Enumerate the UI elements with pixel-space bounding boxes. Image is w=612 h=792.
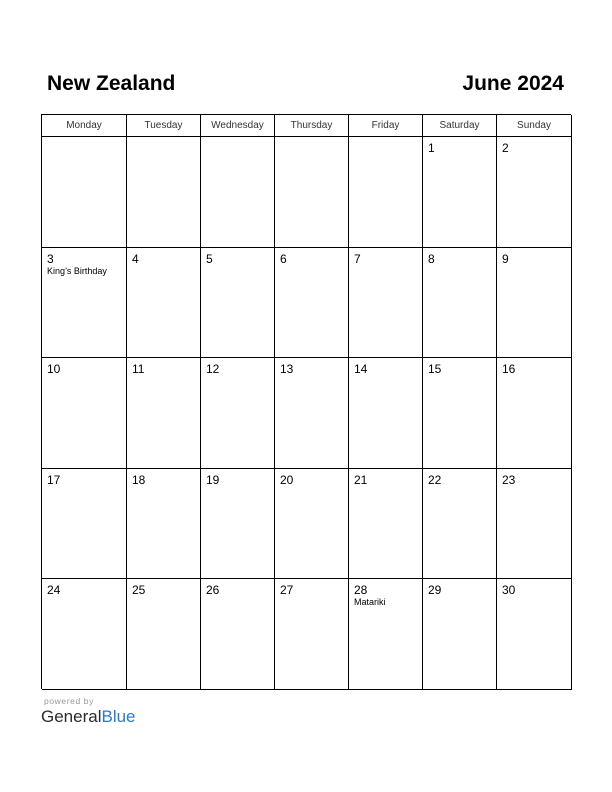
day-number: 29 [428,583,442,597]
weekday-header: Saturday [423,115,497,137]
day-number: 30 [502,583,516,597]
page-title-country: New Zealand [47,72,176,95]
day-cell [127,358,201,469]
day-number: 10 [47,362,61,376]
day-cell [275,579,349,690]
day-number: 19 [206,473,220,487]
day-cell [42,579,127,690]
day-cell [349,248,423,358]
brand-name-blue: Blue [101,707,136,726]
day-number: 7 [354,252,361,266]
day-cell [497,358,572,469]
day-cell [497,469,572,579]
day-cell [349,579,423,690]
day-cell [349,469,423,579]
day-number: 20 [280,473,294,487]
day-cell [423,137,497,248]
day-number: 23 [502,473,516,487]
weekday-header: Thursday [275,115,349,137]
day-number: 13 [280,362,294,376]
day-cell [127,137,201,248]
day-number: 22 [428,473,442,487]
day-number: 8 [428,252,435,266]
weekday-header: Monday [42,115,127,137]
holiday-label: Matariki [354,597,386,607]
day-number: 16 [502,362,516,376]
day-cell [127,469,201,579]
day-number: 5 [206,252,213,266]
day-cell [42,248,127,358]
calendar-grid [41,114,571,689]
day-number: 18 [132,473,146,487]
day-cell [201,579,275,690]
day-number: 27 [280,583,294,597]
day-cell [275,358,349,469]
powered-by-label: powered by [44,696,94,706]
page-title-month: June 2024 [462,72,564,95]
weekday-header: Friday [349,115,423,137]
day-cell [127,579,201,690]
day-cell [127,248,201,358]
day-number: 12 [206,362,220,376]
day-number: 3 [47,252,54,266]
day-number: 11 [132,362,145,376]
day-number: 15 [428,362,442,376]
day-cell [201,248,275,358]
holiday-label: King’s Birthday [47,266,107,276]
day-number: 21 [354,473,368,487]
day-number: 25 [132,583,146,597]
day-number: 28 [354,583,368,597]
day-cell [201,137,275,248]
day-number: 4 [132,252,139,266]
day-cell [42,469,127,579]
day-number: 2 [502,141,509,155]
day-cell [201,469,275,579]
day-cell [42,358,127,469]
day-number: 24 [47,583,61,597]
day-number: 17 [47,473,61,487]
day-cell [423,579,497,690]
day-number: 26 [206,583,220,597]
day-cell [423,248,497,358]
day-cell [423,469,497,579]
weekday-header: Tuesday [127,115,201,137]
weekday-header: Sunday [497,115,572,137]
day-number: 6 [280,252,287,266]
day-number: 1 [428,141,435,155]
day-cell [275,469,349,579]
day-cell [497,579,572,690]
day-cell [275,137,349,248]
day-cell [423,358,497,469]
brand-logo [41,696,136,727]
day-cell [497,248,572,358]
day-cell [201,358,275,469]
day-cell [275,248,349,358]
brand-name [41,707,136,727]
weekday-header: Wednesday [201,115,275,137]
day-cell [349,137,423,248]
day-cell [349,358,423,469]
day-cell [42,137,127,248]
day-number: 14 [354,362,368,376]
day-number: 9 [502,252,509,266]
day-cell [497,137,572,248]
brand-name-general: General [41,707,102,726]
